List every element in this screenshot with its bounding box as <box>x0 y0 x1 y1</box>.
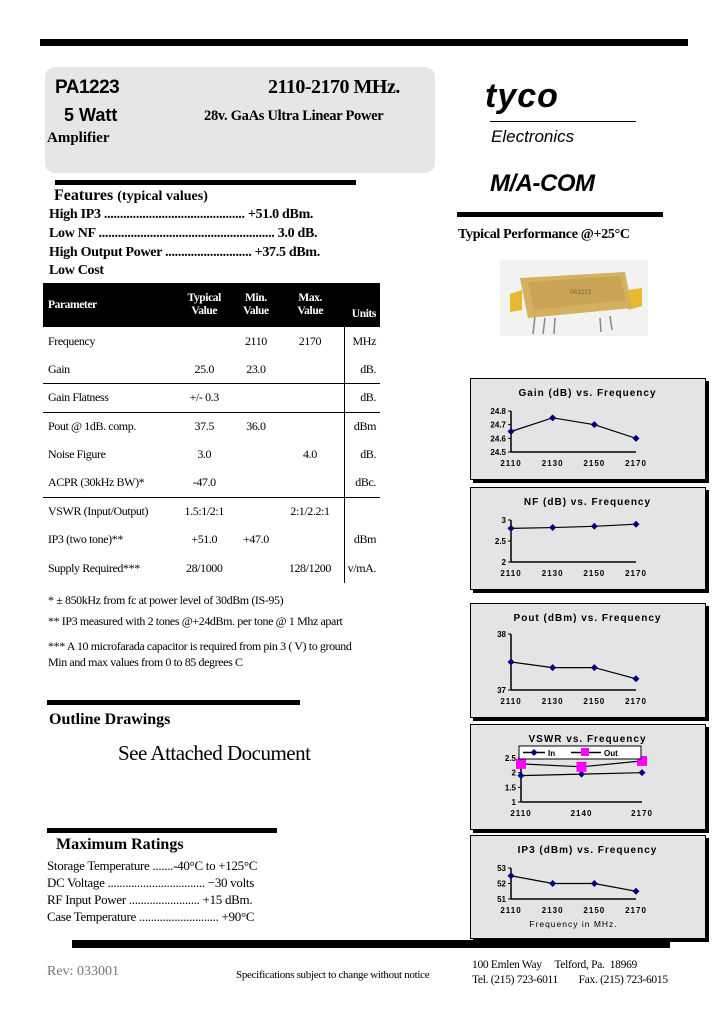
chart-panel <box>470 487 706 590</box>
y-tick-label: 38 <box>497 630 506 639</box>
table-row <box>43 441 380 469</box>
table-cell <box>344 497 380 525</box>
data-point <box>577 762 587 772</box>
col-header: Min. Value <box>235 283 276 327</box>
table-cell <box>235 554 276 582</box>
data-point <box>508 659 515 666</box>
y-tick-label: 2 <box>501 558 506 567</box>
table-row <box>43 327 380 355</box>
data-point <box>549 414 556 421</box>
macom-logo: M/A-COM <box>490 170 595 197</box>
table-cell: Gain <box>48 361 70 376</box>
footnote: Min and max values from 0 to 85 degrees C <box>48 655 243 669</box>
x-tick-label: 2150 <box>583 569 606 578</box>
table-cell: Supply Required*** <box>48 560 140 575</box>
table-cell: 2110 <box>244 333 267 348</box>
features-note: (typical values) <box>117 189 208 204</box>
x-tick-label: 2140 <box>570 809 593 818</box>
table-cell: Noise Figure <box>48 447 106 462</box>
table-cell: -47.0 <box>192 475 216 490</box>
data-point <box>633 888 640 895</box>
chart-title: Gain (dB) vs. Frequency <box>518 388 657 399</box>
y-tick-label: 37 <box>497 686 506 695</box>
table-cell: Frequency <box>48 333 96 348</box>
table-cell <box>276 384 344 412</box>
x-tick-label: 2130 <box>541 459 564 468</box>
line-chart <box>471 836 704 937</box>
table-cell: +47.0 <box>243 532 269 547</box>
table-cell: 4.0 <box>303 447 317 462</box>
table-cell <box>235 497 276 525</box>
rating-item: DC Voltage ................................. −30 volts <box>47 875 254 890</box>
x-axis-label: Frequency in MHz. <box>529 919 618 929</box>
data-point <box>549 664 556 671</box>
table-cell: 1.5:1/2:1 <box>173 497 235 525</box>
x-tick-label: 2150 <box>583 906 606 915</box>
col-header: Parameter <box>43 283 173 327</box>
specifications-table <box>43 283 380 583</box>
table-cell: IP3 (two tone)** <box>48 532 123 547</box>
y-tick-label: 2.5 <box>504 754 516 763</box>
features-rule <box>55 180 356 185</box>
data-point <box>508 525 515 532</box>
table-cell: dBm <box>344 526 380 554</box>
x-tick-label: 2130 <box>541 906 564 915</box>
svg-text:PA1223: PA1223 <box>570 290 591 296</box>
table-cell: dBc. <box>344 469 380 497</box>
table-cell: 36.0 <box>235 412 276 440</box>
y-tick-label: 1.5 <box>504 783 516 793</box>
line-chart <box>471 488 704 588</box>
y-tick-label: 2.5 <box>494 537 506 546</box>
data-point <box>508 872 515 879</box>
outline-rule <box>47 700 300 705</box>
table-cell: 37.5 <box>173 412 235 440</box>
col-header: Units <box>344 283 380 327</box>
series-line <box>511 662 636 679</box>
table-cell: dB. <box>344 355 380 383</box>
table-cell: 28/1000 <box>185 560 223 575</box>
y-tick-label: 53 <box>497 864 506 873</box>
table-cell: Pout @ 1dB. comp. <box>43 412 173 440</box>
data-point <box>633 521 640 528</box>
y-tick-label: 24.6 <box>490 434 506 444</box>
y-tick-label: 52 <box>497 879 506 889</box>
series-line <box>511 418 636 439</box>
table-cell <box>235 384 276 412</box>
chart-panel <box>470 378 706 480</box>
ratings-title: Maximum Ratings <box>56 836 184 853</box>
table-row <box>43 384 380 412</box>
x-tick-label: 2150 <box>583 459 606 468</box>
chart-panel <box>470 724 706 830</box>
x-tick-label: 2170 <box>625 569 647 578</box>
table-cell: 3.0 <box>197 447 212 462</box>
feature-item: Low NF ....................................................... 3.0 dB. <box>49 226 318 241</box>
footnote: * ± 850kHz from fc at power level of 30dBm (IS-95) <box>48 593 284 607</box>
line-chart <box>471 725 704 828</box>
table-row <box>43 554 380 582</box>
table-cell: MHz <box>344 327 380 355</box>
table-row <box>43 469 380 497</box>
table-cell <box>235 469 276 497</box>
top-rule <box>40 39 688 46</box>
table-cell <box>276 469 344 497</box>
table-cell: ACPR (30kHz BW)* <box>48 475 145 490</box>
y-tick-label: 24.8 <box>490 407 506 416</box>
table-cell <box>276 355 344 383</box>
y-tick-label: 2 <box>511 768 516 778</box>
feature-item: High Output Power ........................... +37.5 dBm. <box>49 245 320 260</box>
product-type-cont: Amplifier <box>47 130 110 146</box>
table-cell: 23.0 <box>246 361 266 376</box>
performance-title: Typical Performance @+25°C <box>458 227 630 242</box>
bottom-rule <box>72 940 670 948</box>
rating-item: Case Temperature ........................... +90°C <box>47 909 255 924</box>
outline-text: See Attached Document <box>118 741 311 765</box>
legend-label-in: In <box>548 749 556 758</box>
y-tick-label: 24.5 <box>490 448 506 457</box>
table-cell: +51.0 <box>191 532 218 547</box>
ratings-rule <box>47 828 277 833</box>
x-tick-label: 2110 <box>500 459 522 468</box>
part-number: PA1223 <box>55 77 120 98</box>
table-header-row <box>43 283 380 327</box>
table-row <box>43 497 380 525</box>
table-cell <box>276 526 344 554</box>
data-point <box>516 759 526 769</box>
data-point <box>591 664 598 671</box>
chart-panel <box>470 835 706 939</box>
data-point <box>633 675 640 682</box>
outline-title: Outline Drawings <box>49 711 171 728</box>
power-rating: 5 Watt <box>64 105 118 125</box>
y-tick-label: 24.7 <box>490 420 506 430</box>
x-tick-label: 2170 <box>631 809 653 818</box>
feature-item: Low Cost <box>49 263 104 278</box>
table-cell: +/- 0.3 <box>173 384 235 412</box>
table-cell: dBm <box>344 412 380 440</box>
table-cell <box>276 412 344 440</box>
data-point <box>591 523 598 530</box>
table-cell: 25.0 <box>194 361 214 376</box>
series-line <box>511 524 636 528</box>
phone-fax: Tel. (215) 723-6011 Fax. (215) 723-6015 <box>472 974 668 986</box>
change-notice: Specifications subject to change without notice <box>236 969 430 981</box>
x-tick-label: 2170 <box>625 697 647 706</box>
data-point <box>639 769 646 776</box>
table-cell: dB. <box>344 441 380 469</box>
x-tick-label: 2130 <box>541 569 564 578</box>
x-tick-label: 2170 <box>625 906 647 915</box>
x-tick-label: 2110 <box>510 809 532 818</box>
amplifier-photo <box>500 260 648 336</box>
table-cell: dB. <box>344 384 380 412</box>
x-tick-label: 2150 <box>583 697 606 706</box>
table-row <box>43 526 380 554</box>
table-cell: v/mA. <box>344 554 380 582</box>
y-tick-label: 3 <box>501 516 506 525</box>
frequency-range: 2110-2170 MHz. <box>268 76 400 98</box>
x-tick-label: 2110 <box>500 697 522 706</box>
chart-legend <box>519 746 641 759</box>
x-tick-label: 2110 <box>500 569 522 578</box>
table-cell <box>173 327 235 355</box>
data-point <box>633 435 640 442</box>
chart-title: Pout (dBm) vs. Frequency <box>513 613 662 624</box>
data-point <box>508 428 515 435</box>
legend-marker-out <box>581 748 589 756</box>
address: 100 Emlen Way Telford, Pa. 18969 <box>472 959 637 971</box>
data-point <box>549 880 556 887</box>
chart-panel <box>470 603 706 718</box>
logo-rule <box>490 121 636 122</box>
data-point <box>591 880 598 887</box>
features-heading: Features <box>54 187 114 204</box>
table-cell: 128/1200 <box>288 560 331 575</box>
rating-item: Storage Temperature .......-40°C to +125°C <box>47 858 258 873</box>
tyco-logo: tyco <box>485 77 559 115</box>
revision: Rev: 033001 <box>47 964 119 979</box>
x-tick-label: 2110 <box>500 906 522 915</box>
col-header: Max. Value <box>276 283 344 327</box>
footnote: *** A 10 microfarada capacitor is required from pin 3 ( V) to ground <box>48 639 352 653</box>
chart-title: IP3 (dBm) vs. Frequency <box>517 845 658 856</box>
chart-title: VSWR vs. Frequency <box>528 734 647 745</box>
series-line <box>511 876 636 892</box>
footnote: ** IP3 measured with 2 tones @+24dBm. per tone @ 1 Mhz apart <box>48 614 343 628</box>
y-tick-label: 51 <box>497 895 506 904</box>
table-cell: Gain Flatness <box>43 384 173 412</box>
rating-item: RF Input Power ........................ +15 dBm. <box>47 892 253 907</box>
product-description: 28v. GaAs Ultra Linear Power <box>204 108 384 124</box>
electronics-logo: Electronics <box>491 127 575 146</box>
x-tick-label: 2170 <box>625 459 647 468</box>
features-title <box>54 187 208 205</box>
y-tick-label: 1 <box>511 798 516 807</box>
table-row <box>43 355 380 383</box>
col-header: Typical Value <box>173 283 235 327</box>
table-row <box>43 412 380 440</box>
perf-rule <box>457 212 663 217</box>
line-chart <box>471 379 704 478</box>
line-chart <box>471 604 704 716</box>
table-cell: 2170 <box>298 333 322 348</box>
table-cell: VSWR (Input/Output) <box>43 497 173 525</box>
table-cell: 2:1/2.2:1 <box>276 497 344 525</box>
feature-item: High IP3 ............................................ +51.0 dBm. <box>49 207 314 222</box>
data-point <box>591 421 598 428</box>
table-cell <box>235 441 276 469</box>
legend-label-out: Out <box>604 749 618 758</box>
x-tick-label: 2130 <box>541 697 564 706</box>
chart-title: NF (dB) vs. Frequency <box>523 497 652 508</box>
data-point <box>549 524 556 531</box>
